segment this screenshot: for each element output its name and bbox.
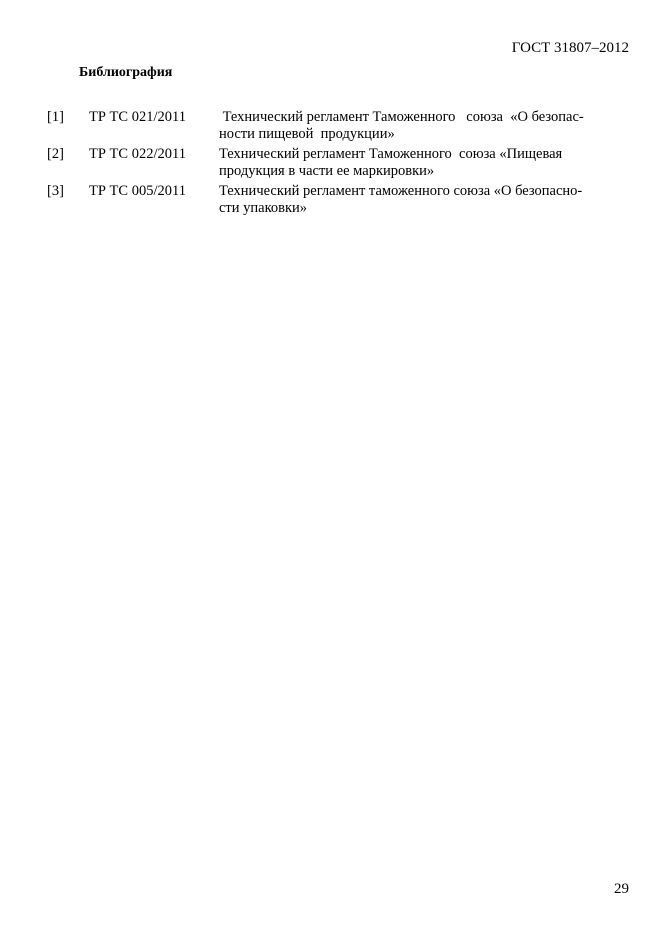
reference-number: [2]	[47, 146, 64, 162]
document-code: ГОСТ 31807–2012	[511, 40, 629, 56]
reference-number: [3]	[47, 183, 64, 199]
reference-text-line: Технический регламент Таможенного союза «О безопас-	[219, 109, 584, 125]
reference-text-line: Технический регламент таможенного союза «О безопасно-	[219, 183, 583, 199]
section-title: Библиография	[79, 65, 173, 80]
reference-text	[219, 146, 609, 180]
bibliography-list	[0, 109, 661, 220]
reference-text-line: Технический регламент Таможенного союза «Пищевая	[219, 146, 563, 162]
regulation-code: ТР ТС 022/2011	[89, 146, 186, 162]
bibliography-entry-1	[0, 109, 661, 146]
reference-text-line: продукция в части ее маркировки»	[219, 163, 435, 179]
reference-text	[219, 109, 609, 143]
reference-text	[219, 183, 609, 217]
reference-number: [1]	[47, 109, 64, 125]
reference-text-line: ности пищевой продукции»	[219, 126, 395, 142]
bibliography-entry-2	[0, 146, 661, 183]
regulation-code: ТР ТС 005/2011	[89, 183, 186, 199]
page-number: 29	[614, 881, 629, 897]
bibliography-entry-3	[0, 183, 661, 220]
reference-text-line: сти упаковки»	[219, 200, 308, 216]
regulation-code: ТР ТС 021/2011	[89, 109, 186, 125]
